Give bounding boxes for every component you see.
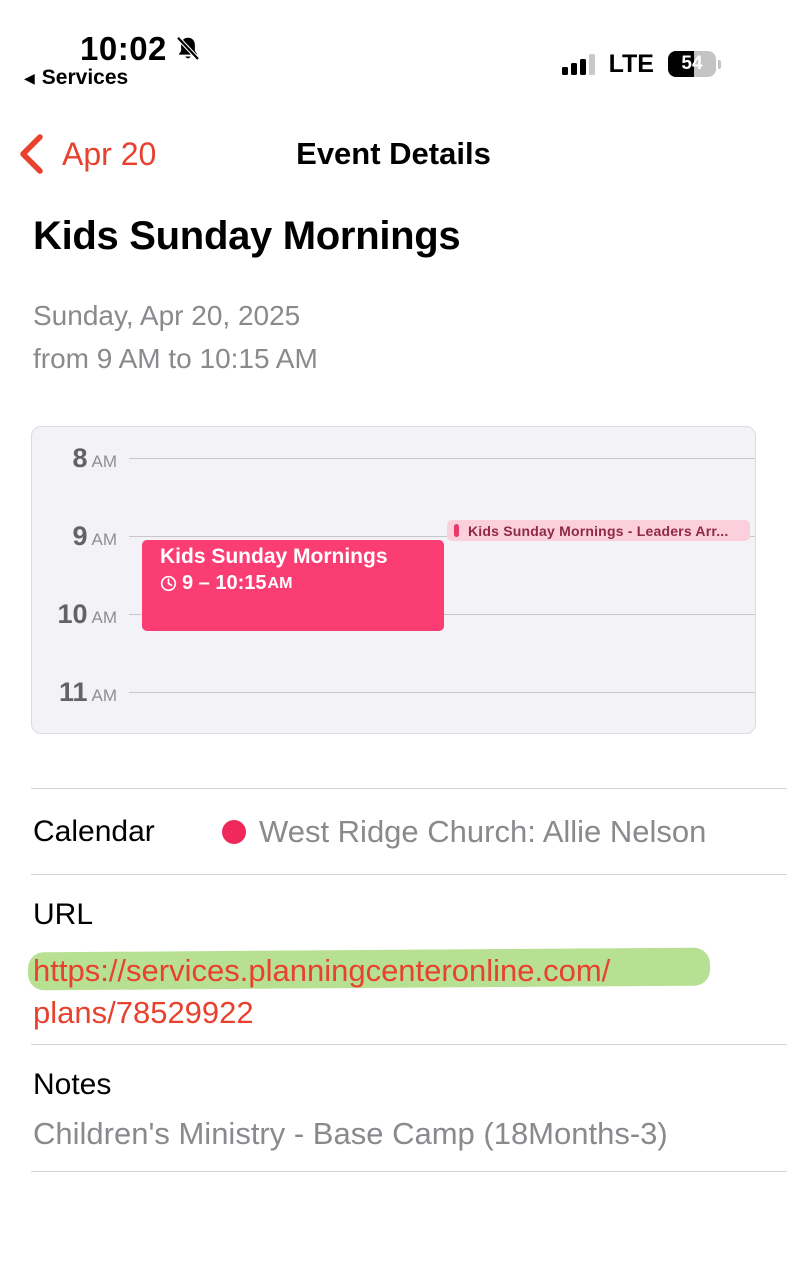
status-time [80,30,203,68]
hour-label: 8 AM [72,443,117,473]
hour-label: 9 AM [72,521,117,551]
calendar-label: Calendar [33,815,155,848]
network-type: LTE [608,49,654,78]
event-title: Kids Sunday Mornings [33,214,461,258]
back-button-label: Apr 20 [62,135,157,172]
back-triangle-icon: ◀ [24,69,35,86]
day-timeline[interactable] [31,426,756,734]
hour-gridline [129,692,755,693]
event-color-bar [454,524,459,537]
hour-label: 11 AM [58,677,117,707]
battery-tip [718,60,721,69]
event-block-title: Kids Sunday Mornings [160,545,388,568]
other-event-chip[interactable] [447,520,750,541]
hour-row-8 [32,443,755,473]
url-link-line-2[interactable]: plans/78529922 [33,995,254,1030]
event-block-time [160,572,426,595]
hour-gridline [129,458,755,459]
calendar-name: West Ridge Church: Allie Nelson [259,814,707,849]
back-app-label: Services [41,66,129,89]
clock-icon [160,575,177,592]
divider [31,1171,787,1172]
notes-label: Notes [33,1068,112,1101]
calendar-selector[interactable] [222,814,706,850]
clock-time: 10:02 [80,30,167,67]
url-label: URL [33,898,94,931]
cellular-signal-icon [562,53,595,75]
other-event-label: Kids Sunday Mornings - Leaders Arr... [468,522,729,539]
divider [31,1044,787,1045]
back-to-app-link[interactable] [24,66,128,90]
page-title: Event Details [296,136,491,171]
battery-icon [668,51,716,77]
event-block-time-suffix: AM [267,574,293,592]
bell-slash-icon [173,34,203,64]
hour-row-11 [32,677,755,707]
event-time-range: from 9 AM to 10:15 AM [33,343,318,374]
event-date: Sunday, Apr 20, 2025 [33,300,301,331]
divider [31,788,787,789]
hour-label: 10 AM [57,599,117,629]
calendar-color-dot [222,820,246,844]
event-block-time-text: 9 – 10:15 [182,572,267,594]
event-block[interactable] [142,540,444,631]
divider [31,874,787,875]
url-link-line-1[interactable]: https://services.planningcenteronline.com/ [33,953,611,988]
notes-text: Children's Ministry - Base Camp (18Months-3) [33,1116,668,1151]
battery-level: 54 [681,53,703,74]
status-indicators [562,48,721,80]
